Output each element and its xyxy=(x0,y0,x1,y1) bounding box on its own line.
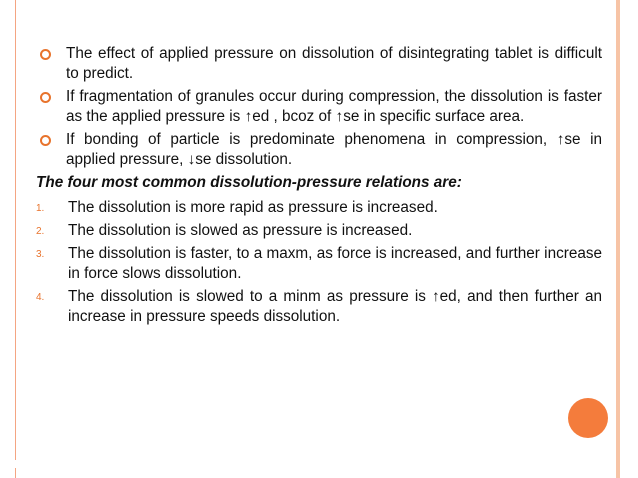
section-heading: The four most common dissolution-pressure relations are: xyxy=(36,174,462,191)
slide-content xyxy=(36,44,602,330)
decorative-circle xyxy=(568,398,608,438)
left-frame-line-bottom xyxy=(15,468,16,478)
numbered-text: The dissolution is more rapid as pressure is increased. xyxy=(68,199,438,216)
bullet-icon xyxy=(40,135,51,146)
numbered-text: The dissolution is slowed as pressure is increased. xyxy=(68,222,413,239)
item-number: 3. xyxy=(36,249,45,260)
bullet-item xyxy=(40,87,602,127)
bullet-item xyxy=(40,44,602,84)
numbered-item xyxy=(36,287,602,327)
bullet-item xyxy=(40,130,602,170)
numbered-item xyxy=(36,221,602,241)
item-number: 1. xyxy=(36,203,45,214)
bullet-text: The effect of applied pressure on dissolution of disintegrating tablet is difficult to predict. xyxy=(66,45,602,82)
item-number: 4. xyxy=(36,292,45,303)
numbered-item xyxy=(36,244,602,284)
bullet-text: If fragmentation of granules occur during compression, the dissolution is faster as the applied pressure is ↑ed , bcoz of ↑se in specific surface area. xyxy=(66,88,602,125)
right-accent-bar xyxy=(616,0,620,478)
numbered-text: The dissolution is slowed to a minm as pressure is ↑ed, and then further an increase in pressure speeds dissolution. xyxy=(68,288,602,325)
item-number: 2. xyxy=(36,226,45,237)
bullet-icon xyxy=(40,49,51,60)
bullet-text: If bonding of particle is predominate phenomena in compression, ↑se in applied pressure, ↓se dissolution. xyxy=(66,131,602,168)
numbered-item xyxy=(36,198,602,218)
bullet-icon xyxy=(40,92,51,103)
left-frame-line xyxy=(15,0,16,460)
numbered-text: The dissolution is faster, to a maxm, as force is increased, and further increase in force slows dissolution. xyxy=(68,245,602,282)
